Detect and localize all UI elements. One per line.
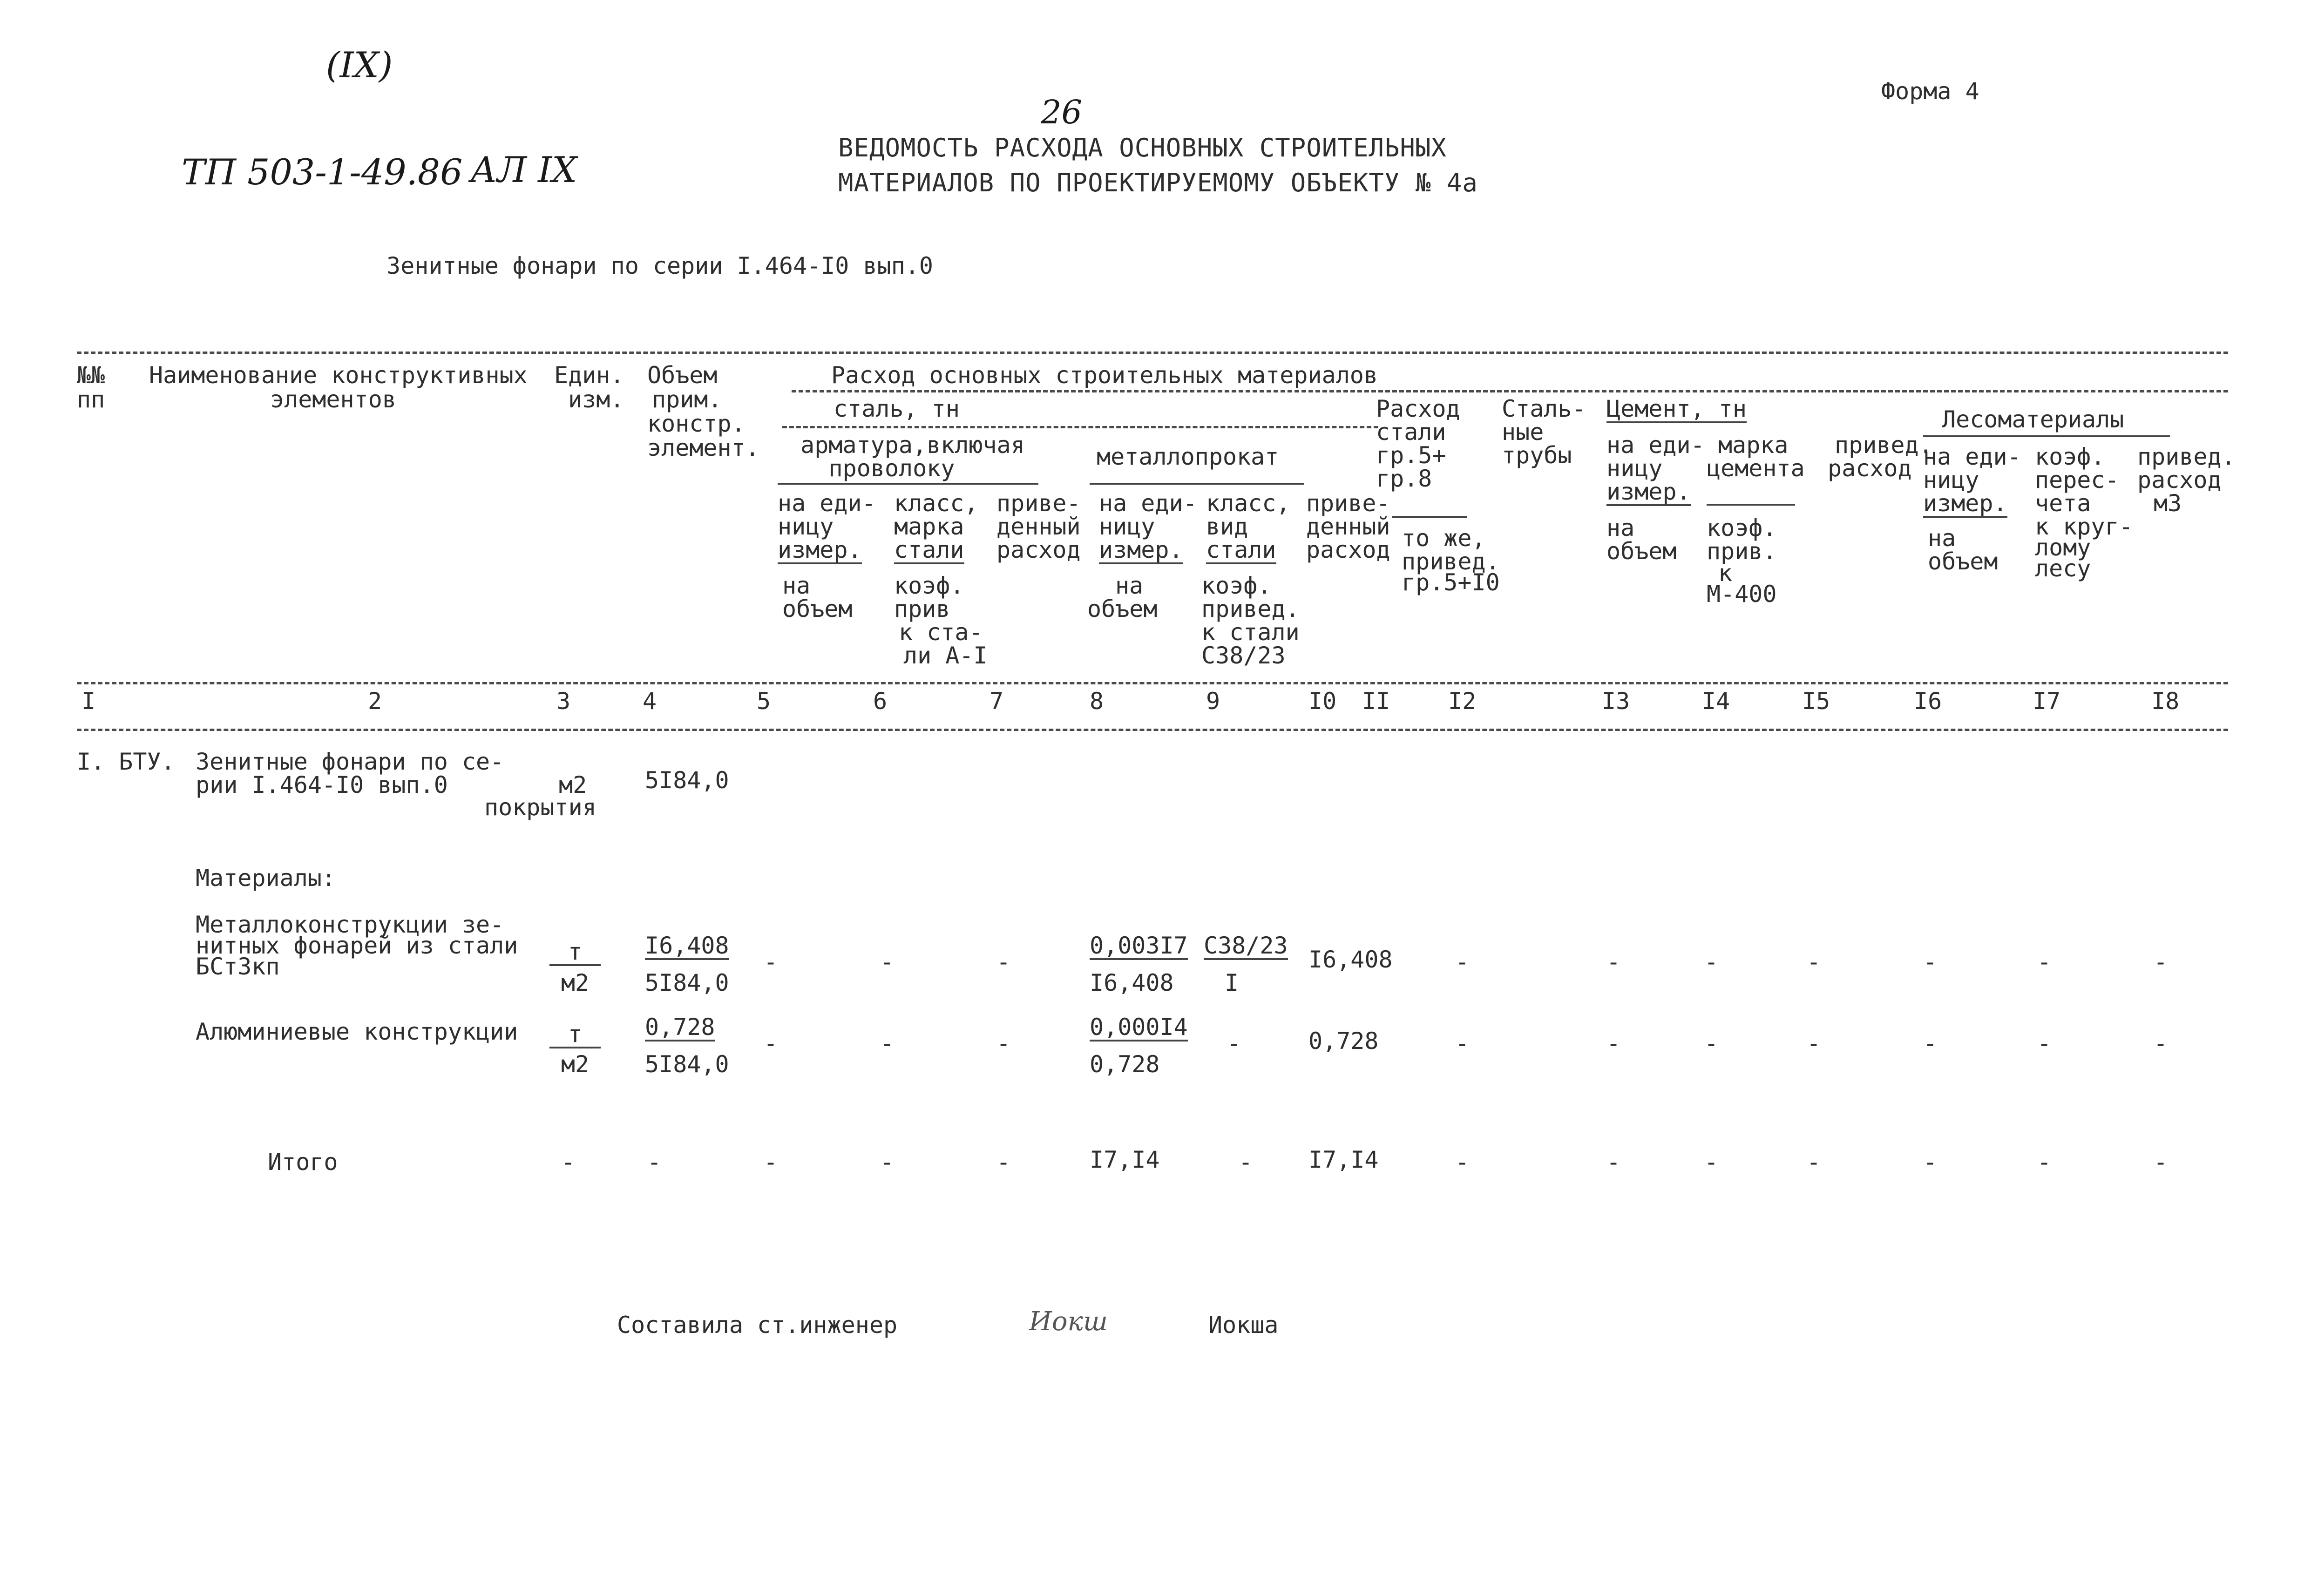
header-timber-coef-1: коэф. xyxy=(2035,443,2105,470)
header-rebar-coef-2: прив xyxy=(894,595,950,622)
header-rebar-reduced-3: расход xyxy=(996,536,1081,563)
header-volume-2: прим. xyxy=(652,386,722,413)
header-cement-coef-4: М-400 xyxy=(1707,581,1777,608)
row1-reduced: I6,408 xyxy=(1308,946,1393,973)
column-number: 4 xyxy=(643,688,657,715)
row2-rolled-bottom: 0,728 xyxy=(1090,1051,1160,1078)
row2-dash: - xyxy=(1807,1030,1821,1057)
total-dash: - xyxy=(1807,1149,1821,1176)
header-timber-per-unit-3: измер. xyxy=(1923,490,2007,517)
row2-dash: - xyxy=(1704,1030,1719,1057)
section-volume: 5I84,0 xyxy=(645,767,729,794)
header-cement-per-volume-2: объем xyxy=(1606,538,1677,565)
row1-unit-top: т xyxy=(549,940,601,966)
header-rolled-reduced-3: расход xyxy=(1306,536,1390,563)
row2-reduced: 0,728 xyxy=(1308,1028,1379,1055)
column-number: I5 xyxy=(1802,688,1830,715)
header-steel-use-3: гр.5+ xyxy=(1376,442,1446,469)
row2-dash: - xyxy=(764,1030,778,1057)
header-rebar-2: проволоку xyxy=(828,455,955,482)
header-num-1: №№ xyxy=(77,362,105,389)
header-rolled-coef-1: коэф. xyxy=(1201,572,1272,599)
sheet-mark: (IX) xyxy=(326,44,393,86)
header-cement-reduced-2: расход xyxy=(1828,455,1912,482)
header-cement-per-unit-1: на еди- xyxy=(1606,432,1705,459)
column-number: 8 xyxy=(1090,688,1104,715)
header-cement-per-volume-1: на xyxy=(1606,514,1635,541)
row1-name-1: Металлоконструкции зе- xyxy=(196,911,504,938)
header-rebar-reduced-2: денный xyxy=(996,513,1081,540)
row2-dash: - xyxy=(1606,1030,1621,1057)
header-steel-use-2: стали xyxy=(1376,419,1446,446)
row1-dash: - xyxy=(1807,948,1821,975)
column-number: I8 xyxy=(2151,688,2180,715)
header-rolled-coef-4: С38/23 xyxy=(1201,642,1286,669)
column-number: I6 xyxy=(1914,688,1942,715)
row2-vol-top: 0,728 xyxy=(645,1014,715,1041)
header-rolled-reduced-2: денный xyxy=(1306,513,1390,540)
column-number: I7 xyxy=(2033,688,2061,715)
steel-rule xyxy=(782,426,1378,428)
header-cement-reduced-1: привед. xyxy=(1835,432,1933,459)
column-number: 7 xyxy=(989,688,1004,715)
row1-dash: - xyxy=(996,948,1011,975)
row2-dash: - xyxy=(996,1030,1011,1057)
subtitle: Зенитные фонари по серии I.464-I0 вып.0 xyxy=(386,252,933,279)
row1-class-bottom: I xyxy=(1225,969,1239,996)
header-rebar-per-unit-3: измер. xyxy=(778,536,862,563)
rebar-rule xyxy=(778,483,1038,485)
header-name-1: Наименование конструктивных xyxy=(149,362,528,389)
row1-dash: - xyxy=(1704,948,1719,975)
header-rolled-reduced-1: приве- xyxy=(1306,490,1390,517)
row1-rolled-bottom: I6,408 xyxy=(1090,969,1174,996)
header-rolled-per-volume-2: объем xyxy=(1087,595,1158,622)
header-name-2: элементов xyxy=(270,386,396,413)
row1-class-top: С38/23 xyxy=(1204,932,1288,959)
header-rolled: металлопрокат xyxy=(1097,443,1279,470)
column-number: 2 xyxy=(368,688,382,715)
header-rebar-class-3: стали xyxy=(894,536,964,563)
header-rebar-coef-4: ли А-I xyxy=(903,642,988,669)
column-number: 6 xyxy=(873,688,888,715)
header-timber-coef-5: лому xyxy=(2035,534,2091,561)
group-rule xyxy=(792,390,2228,392)
total-dash: - xyxy=(1704,1149,1719,1176)
total-dash: - xyxy=(1606,1149,1621,1176)
header-num-2: пп xyxy=(77,386,105,413)
header-rebar-per-unit-2: ницу xyxy=(778,513,834,540)
header-cement-brand-2: цемента xyxy=(1707,455,1805,482)
header-timber-coef-6: лесу xyxy=(2035,555,2091,582)
timber-rule xyxy=(1923,435,2170,437)
column-number: II xyxy=(1362,688,1390,715)
column-number: I0 xyxy=(1308,688,1337,715)
total-dash: - xyxy=(996,1149,1011,1176)
row2-dash: - xyxy=(1923,1030,1938,1057)
header-steel-same-2: привед. xyxy=(1402,548,1500,575)
header-cement-per-unit-3: измер. xyxy=(1606,478,1691,505)
row1-rolled-top: 0,003I7 xyxy=(1090,932,1188,959)
row2-unit-top: т xyxy=(549,1022,601,1048)
row2-dash: - xyxy=(1455,1030,1470,1057)
row1-name-3: БСт3кп xyxy=(196,953,280,980)
header-timber-per-volume-2: объем xyxy=(1928,548,1998,575)
section-num: I. БТУ. xyxy=(77,748,175,775)
header-timber: Лесоматериалы xyxy=(1942,406,2124,433)
header-pipes-2: ные xyxy=(1502,419,1544,446)
header-rebar-reduced-1: приве- xyxy=(996,490,1081,517)
header-cement-coef-3: к xyxy=(1718,560,1733,587)
cement-brand-rule xyxy=(1707,504,1795,506)
row2-name: Алюминиевые конструкции xyxy=(196,1018,518,1045)
header-volume-4: элемент. xyxy=(647,434,759,461)
document-title-line1: ВЕДОМОСТЬ РАСХОДА ОСНОВНЫХ СТРОИТЕЛЬНЫХ xyxy=(838,133,1447,162)
header-volume-1: Объем xyxy=(647,362,718,389)
header-rebar-per-unit-1: на еди- xyxy=(778,490,876,517)
header-steel-use-4: гр.8 xyxy=(1376,465,1432,492)
row1-unit-bottom: м2 xyxy=(561,969,590,996)
row1-dash: - xyxy=(764,948,778,975)
row1-vol-top: I6,408 xyxy=(645,932,729,959)
header-timber-reduced-1: привед. xyxy=(2137,443,2236,470)
header-unit-2: изм. xyxy=(568,386,624,413)
compiler-name: Иокша xyxy=(1208,1312,1279,1339)
document-title-line2: МАТЕРИАЛОВ ПО ПРОЕКТИРУЕМОМУ ОБЪЕКТУ № 4а xyxy=(838,168,1478,197)
header-cement-coef-1: коэф. xyxy=(1707,514,1777,541)
total-dash: - xyxy=(1239,1149,1253,1176)
row2-dash: - xyxy=(880,1030,895,1057)
header-timber-per-unit-1: на еди- xyxy=(1923,443,2021,470)
header-rebar-class-2: марка xyxy=(894,513,964,540)
table-top-rule xyxy=(77,352,2228,354)
row2-dash: - xyxy=(2037,1030,2052,1057)
header-rolled-class-2: вид xyxy=(1206,513,1248,540)
header-rolled-per-unit-2: ницу xyxy=(1099,513,1155,540)
row1-dash: - xyxy=(1923,948,1938,975)
header-cement-coef-2: прив. xyxy=(1707,538,1777,565)
total-dash: - xyxy=(764,1149,778,1176)
column-numbers-top-rule xyxy=(77,682,2228,684)
row2-dash: - xyxy=(2154,1030,2168,1057)
column-number: 5 xyxy=(757,688,771,715)
header-rebar-class-1: класс, xyxy=(894,490,978,517)
header-rebar-per-volume-1: на xyxy=(782,572,811,599)
column-number: 9 xyxy=(1206,688,1220,715)
header-timber-coef-3: чета xyxy=(2035,490,2091,517)
row2-unit-bottom: м2 xyxy=(561,1051,590,1078)
header-rolled-per-unit-1: на еди- xyxy=(1099,490,1197,517)
row1-dash: - xyxy=(2037,948,2052,975)
header-pipes-3: трубы xyxy=(1502,442,1572,469)
section-name-2: рии I.464-I0 вып.0 xyxy=(196,771,448,798)
compiled-by: Составила ст.инженер xyxy=(617,1312,898,1339)
total-dash: - xyxy=(561,1149,576,1176)
row1-dash: - xyxy=(880,948,895,975)
steel-use-rule xyxy=(1392,516,1467,518)
section-unit-1: м2 xyxy=(559,771,587,798)
form-label: Форма 4 xyxy=(1881,78,1979,105)
header-rolled-per-unit-3: измер. xyxy=(1099,536,1183,563)
total-dash: - xyxy=(1923,1149,1938,1176)
header-unit-1: Един. xyxy=(554,362,624,389)
section-name-1: Зенитные фонари по се- xyxy=(196,748,504,775)
row2-vol-bottom: 5I84,0 xyxy=(645,1051,729,1078)
page-number: 26 xyxy=(1041,93,1083,131)
signature: Иокш xyxy=(1029,1306,1108,1337)
header-timber-coef-2: перес- xyxy=(2035,467,2119,494)
header-rolled-coef-2: привед. xyxy=(1201,595,1300,622)
column-number: I4 xyxy=(1702,688,1730,715)
total-label: Итого xyxy=(268,1149,338,1176)
header-rebar-per-volume-2: объем xyxy=(782,595,853,622)
header-timber-per-volume-1: на xyxy=(1928,525,1956,552)
materials-label: Материалы: xyxy=(196,865,336,892)
section-unit-2: покрытия xyxy=(484,794,596,821)
header-steel: сталь, тн xyxy=(834,395,960,422)
row1-dash: - xyxy=(1455,948,1470,975)
column-number: I3 xyxy=(1602,688,1630,715)
header-rebar-coef-3: к ста- xyxy=(899,619,983,646)
header-cement-brand-1: марка xyxy=(1718,432,1789,459)
header-steel-same-1: то же, xyxy=(1402,525,1486,552)
header-timber-coef-4: к круг- xyxy=(2035,513,2133,540)
header-rebar-coef-1: коэф. xyxy=(894,572,964,599)
column-number: I xyxy=(81,688,96,715)
total-dash: - xyxy=(1455,1149,1470,1176)
header-rolled-coef-3: к стали xyxy=(1201,619,1300,646)
header-steel-use-1: Расход xyxy=(1376,395,1460,422)
column-number: I2 xyxy=(1448,688,1477,715)
header-rolled-per-volume-1: на xyxy=(1115,572,1144,599)
column-number: 3 xyxy=(556,688,571,715)
header-timber-reduced-2: расход xyxy=(2137,467,2222,494)
header-timber-per-unit-2: ницу xyxy=(1923,467,1979,494)
header-cement: Цемент, тн xyxy=(1606,395,1747,422)
row1-dash: - xyxy=(2154,948,2168,975)
total-dash: - xyxy=(880,1149,895,1176)
rolled-rule xyxy=(1090,483,1304,485)
header-cement-per-unit-2: ницу xyxy=(1606,455,1663,482)
project-code: ТП 503-1-49.86 xyxy=(182,151,463,193)
header-timber-reduced-3: м3 xyxy=(2154,490,2182,517)
total-reduced: I7,I4 xyxy=(1308,1146,1379,1173)
row2-class: - xyxy=(1227,1030,1241,1057)
total-dash: - xyxy=(2154,1149,2168,1176)
album-mark: АЛ IX xyxy=(470,149,577,190)
row2-rolled-top: 0,000I4 xyxy=(1090,1014,1188,1041)
header-steel-same-3: гр.5+I0 xyxy=(1402,569,1500,596)
total-dash: - xyxy=(647,1149,662,1176)
row1-dash: - xyxy=(1606,948,1621,975)
total-rolled: I7,I4 xyxy=(1090,1146,1160,1173)
header-volume-3: констр. xyxy=(647,410,745,437)
row1-vol-bottom: 5I84,0 xyxy=(645,969,729,996)
header-materials-group: Расход основных строительных материалов xyxy=(831,362,1378,389)
header-rebar-1: арматура,включая xyxy=(800,432,1025,459)
header-rolled-class-1: класс, xyxy=(1206,490,1290,517)
column-numbers-bottom-rule xyxy=(77,729,2228,731)
header-pipes-1: Сталь- xyxy=(1502,395,1586,422)
header-rolled-class-3: стали xyxy=(1206,536,1276,563)
total-dash: - xyxy=(2037,1149,2052,1176)
row1-name-2: нитных фонарей из стали xyxy=(196,932,518,959)
